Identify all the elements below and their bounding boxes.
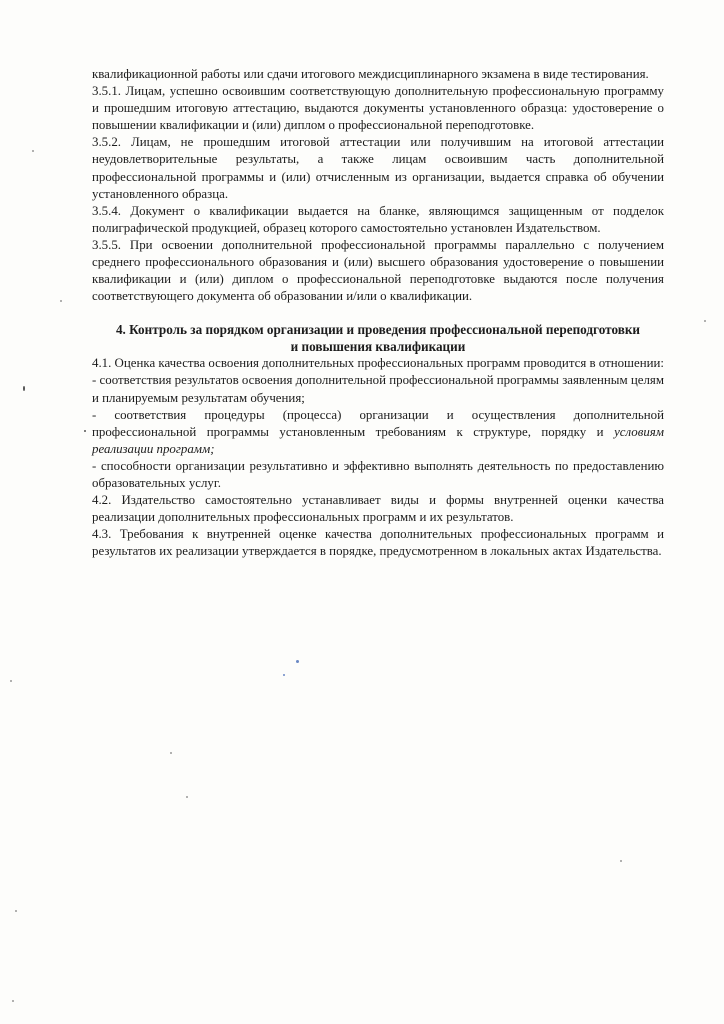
paragraph-3-5-1: 3.5.1. Лицам, успешно освоившим соответствующую дополнительную профессиональную программу и прошедшим итоговую аттестацию, выдаются документы установленного образца: удостоверение о повышении квалификации и (или) диплом о профессиональной переподготовке. <box>92 84 664 133</box>
paragraph-3-5-5: 3.5.5. При освоении дополнительной профессиональной программы параллельно с получением среднего профессионального образования и (или) высшего образования удостоверение о повышении квалификации и (или) диплом о профессиональной переподготовке выдаются после получения соответствующего документа об образовании и/или о квалификации. <box>92 237 664 304</box>
document-body <box>92 66 664 560</box>
scan-speck <box>296 660 299 663</box>
paragraph-4-3: 4.3. Требования к внутренней оценке качества дополнительных профессиональных программ и результатов их реализации утверждается в порядке, предусмотренном в локальных актах Издательства. <box>92 527 664 559</box>
scan-speck <box>10 680 12 682</box>
scan-speck <box>283 674 285 676</box>
bullet-item-1: - соответствия результатов освоения дополнительной профессиональной программы заявленным целям и планируемым результатам обучения; <box>92 373 664 405</box>
paragraph-4-2: 4.2. Издательство самостоятельно устанавливает виды и формы внутренней оценки качества реализации дополнительных профессиональных программ и их результатов. <box>92 493 664 525</box>
paragraph-3-5-4: 3.5.4. Документ о квалификации выдается на бланке, являющимся защищенным от подделок полиграфической продукцией, образец которого самостоятельно установлен Издательством. <box>92 203 664 235</box>
scan-speck <box>170 752 172 754</box>
section-gap <box>92 305 664 321</box>
scan-speck <box>186 796 188 798</box>
bullet-item-2-italic: условиям реализации программ; <box>92 424 664 456</box>
scan-speck <box>23 386 25 391</box>
section-heading-4: 4. Контроль за порядком организации и проведения профессиональной переподготовки и повышения квалификации <box>115 322 641 355</box>
scan-speck <box>60 300 62 302</box>
paragraph-4-1: 4.1. Оценка качества освоения дополнительных профессиональных программ проводится в отношении: <box>92 356 664 371</box>
bullet-item-2 <box>92 407 664 458</box>
scan-speck <box>620 860 622 862</box>
bullet-item-2-text: - соответствия процедуры (процесса) организации и осуществления дополнительной профессиональной программы установленным требованиям к структуре, порядку и <box>92 407 664 439</box>
scan-speck <box>84 430 86 432</box>
bullet-item-3: - способности организации результативно и эффективно выполнять деятельность по предоставлению образовательных услуг. <box>92 458 664 490</box>
paragraph-3-5-2: 3.5.2. Лицам, не прошедшим итоговой аттестации или получившим на итоговой аттестации неудовлетворительные результаты, а также лицам освоившим часть дополнительной профессиональной программы и (или) отчисленным из организации, выдается справка об обучении установленного образца. <box>92 135 664 201</box>
scan-speck <box>15 910 17 912</box>
scan-speck <box>704 320 706 322</box>
scan-speck <box>12 1000 14 1002</box>
scan-speck <box>32 150 34 152</box>
paragraph-3-5-continuation: квалификационной работы или сдачи итогового междисциплинарного экзамена в виде тестирования. <box>92 67 649 81</box>
